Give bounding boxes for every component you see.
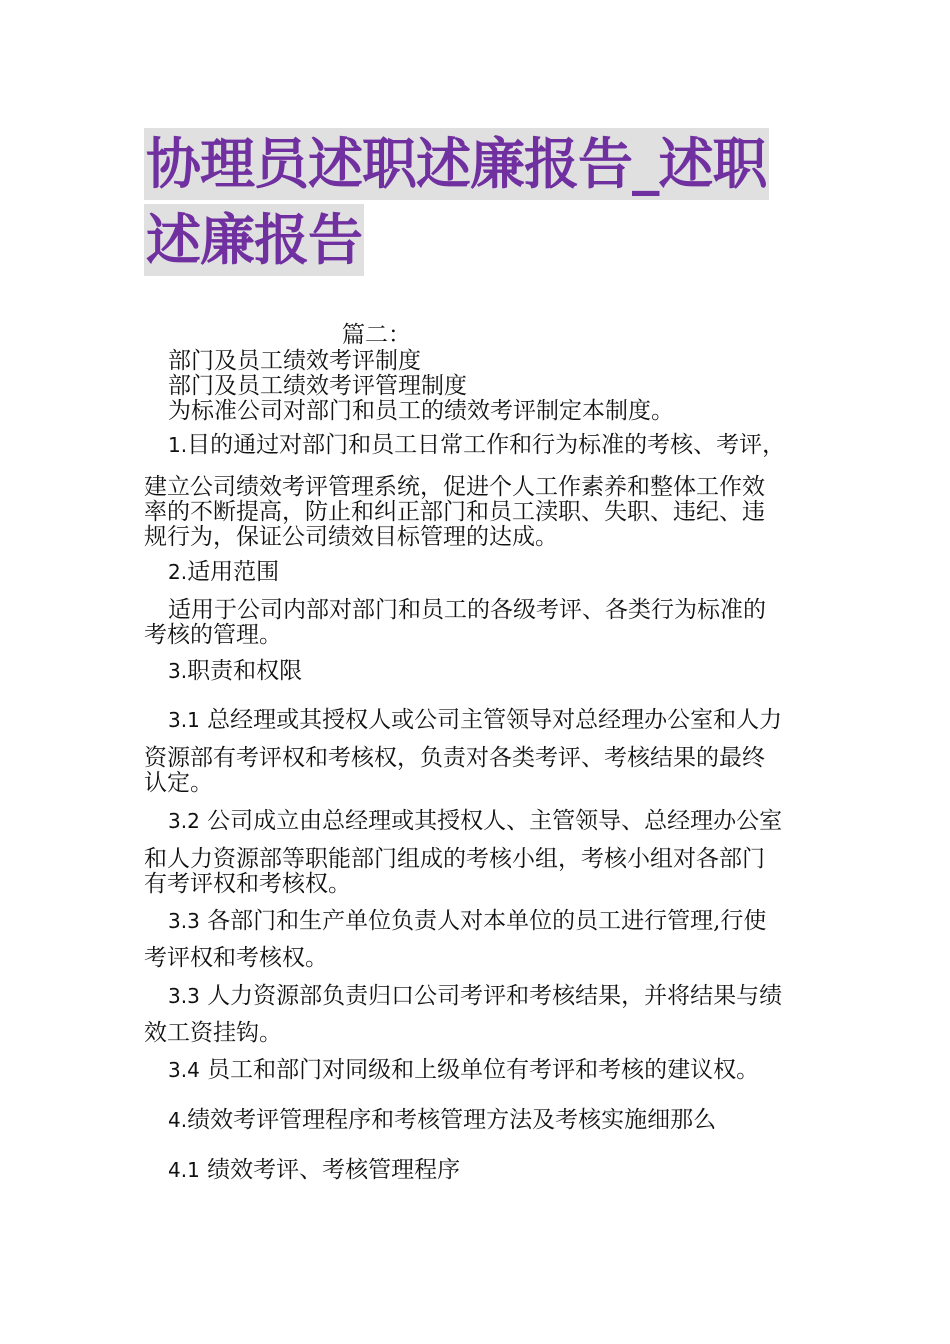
paragraph-3-number: 3. — [168, 659, 188, 683]
paragraph-3-3b-line-1 — [168, 983, 782, 1009]
paragraph-4-number: 4. — [168, 1108, 188, 1132]
paragraph-3-3a-text: 各部门和生产单位负责人对本单位的员工进行管理,行使 — [207, 908, 767, 934]
paragraph-3-2-line-1 — [168, 808, 782, 834]
paragraph-2-heading-text: 适用范围 — [187, 559, 280, 585]
paragraph-1-line-4: 规行为，保证公司绩效目标管理的达成。 — [144, 524, 558, 550]
paragraph-3-1-number: 3.1 — [168, 708, 200, 732]
paragraph-3-4-text: 员工和部门对同级和上级单位有考评和考核的建议权。 — [207, 1057, 760, 1083]
paragraph-2-line-1: 适用于公司内部对部门和员工的各级考评、各类行为标准的 — [168, 597, 766, 623]
title-line-2: 述廉报告 — [144, 204, 364, 276]
paragraph-3-3a-line-1 — [168, 908, 766, 934]
title-line-1: 协理员述职述廉报告_述职 — [144, 128, 769, 200]
paragraph-3-4-number: 3.4 — [168, 1058, 200, 1082]
paragraph-4-text: 绩效考评管理程序和考核管理方法及考核实施细那么 — [187, 1107, 717, 1133]
paragraph-3-4-line-1 — [168, 1057, 759, 1083]
paragraph-4-line-1 — [168, 1107, 716, 1133]
paragraph-3-heading — [168, 658, 302, 684]
paragraph-3-heading-text: 职责和权限 — [187, 658, 303, 684]
paragraph-3-1-line-3: 认定。 — [144, 770, 213, 796]
paragraph-4-1-line-1 — [168, 1157, 460, 1183]
paragraph-2-number: 2. — [168, 560, 188, 584]
paragraph-3-2-line-2: 和人力资源部等职能部门组成的考核小组，考核小组对各部门 — [144, 846, 765, 872]
paragraph-1-text: 目的通过对部门和员工日常工作和行为标准的考核、考评， — [187, 432, 786, 458]
paragraph-3-1-line-2: 资源部有考评权和考核权，负责对各类考评、考核结果的最终 — [144, 745, 765, 771]
paragraph-4-1-text: 绩效考评、考核管理程序 — [207, 1157, 461, 1183]
paragraph-1-line-2: 建立公司绩效考评管理系统，促进个人工作素养和整体工作效 — [144, 474, 765, 500]
paragraph-3-3a-number: 3.3 — [168, 909, 200, 933]
paragraph-3-3b-text: 人力资源部负责归口公司考评和考核结果，并将结果与绩 — [207, 983, 783, 1009]
paragraph-3-3b-line-2: 效工资挂钩。 — [144, 1020, 282, 1046]
paragraph-3-3a-line-2: 考评权和考核权。 — [144, 945, 328, 971]
paragraph-3-2-number: 3.2 — [168, 809, 200, 833]
paragraph-1-line-3: 率的不断提高，防止和纠正部门和员工渎职、失职、违纪、违 — [144, 499, 765, 525]
paragraph-2-line-2: 考核的管理。 — [144, 622, 282, 648]
heading-1: 部门及员工绩效考评制度 — [168, 348, 421, 374]
paragraph-3-2-line-3: 有考评权和考核权。 — [144, 871, 351, 897]
paragraph-3-2-text: 公司成立由总经理或其授权人、主管领导、总经理办公室 — [207, 808, 783, 834]
heading-2: 部门及员工绩效考评管理制度 — [168, 373, 467, 399]
paragraph-3-3b-number: 3.3 — [168, 984, 200, 1008]
intro-paragraph: 为标准公司对部门和员工的绩效考评制定本制度。 — [168, 398, 674, 424]
paragraph-1-line-1 — [168, 432, 785, 458]
section-label: 篇二： — [342, 322, 411, 348]
paragraph-4-1-number: 4.1 — [168, 1158, 200, 1182]
paragraph-3-1-text: 总经理或其授权人或公司主管领导对总经理办公室和人力 — [207, 707, 783, 733]
paragraph-1-number: 1. — [168, 433, 188, 457]
paragraph-2-heading — [168, 559, 279, 585]
paragraph-3-1-line-1 — [168, 707, 782, 733]
